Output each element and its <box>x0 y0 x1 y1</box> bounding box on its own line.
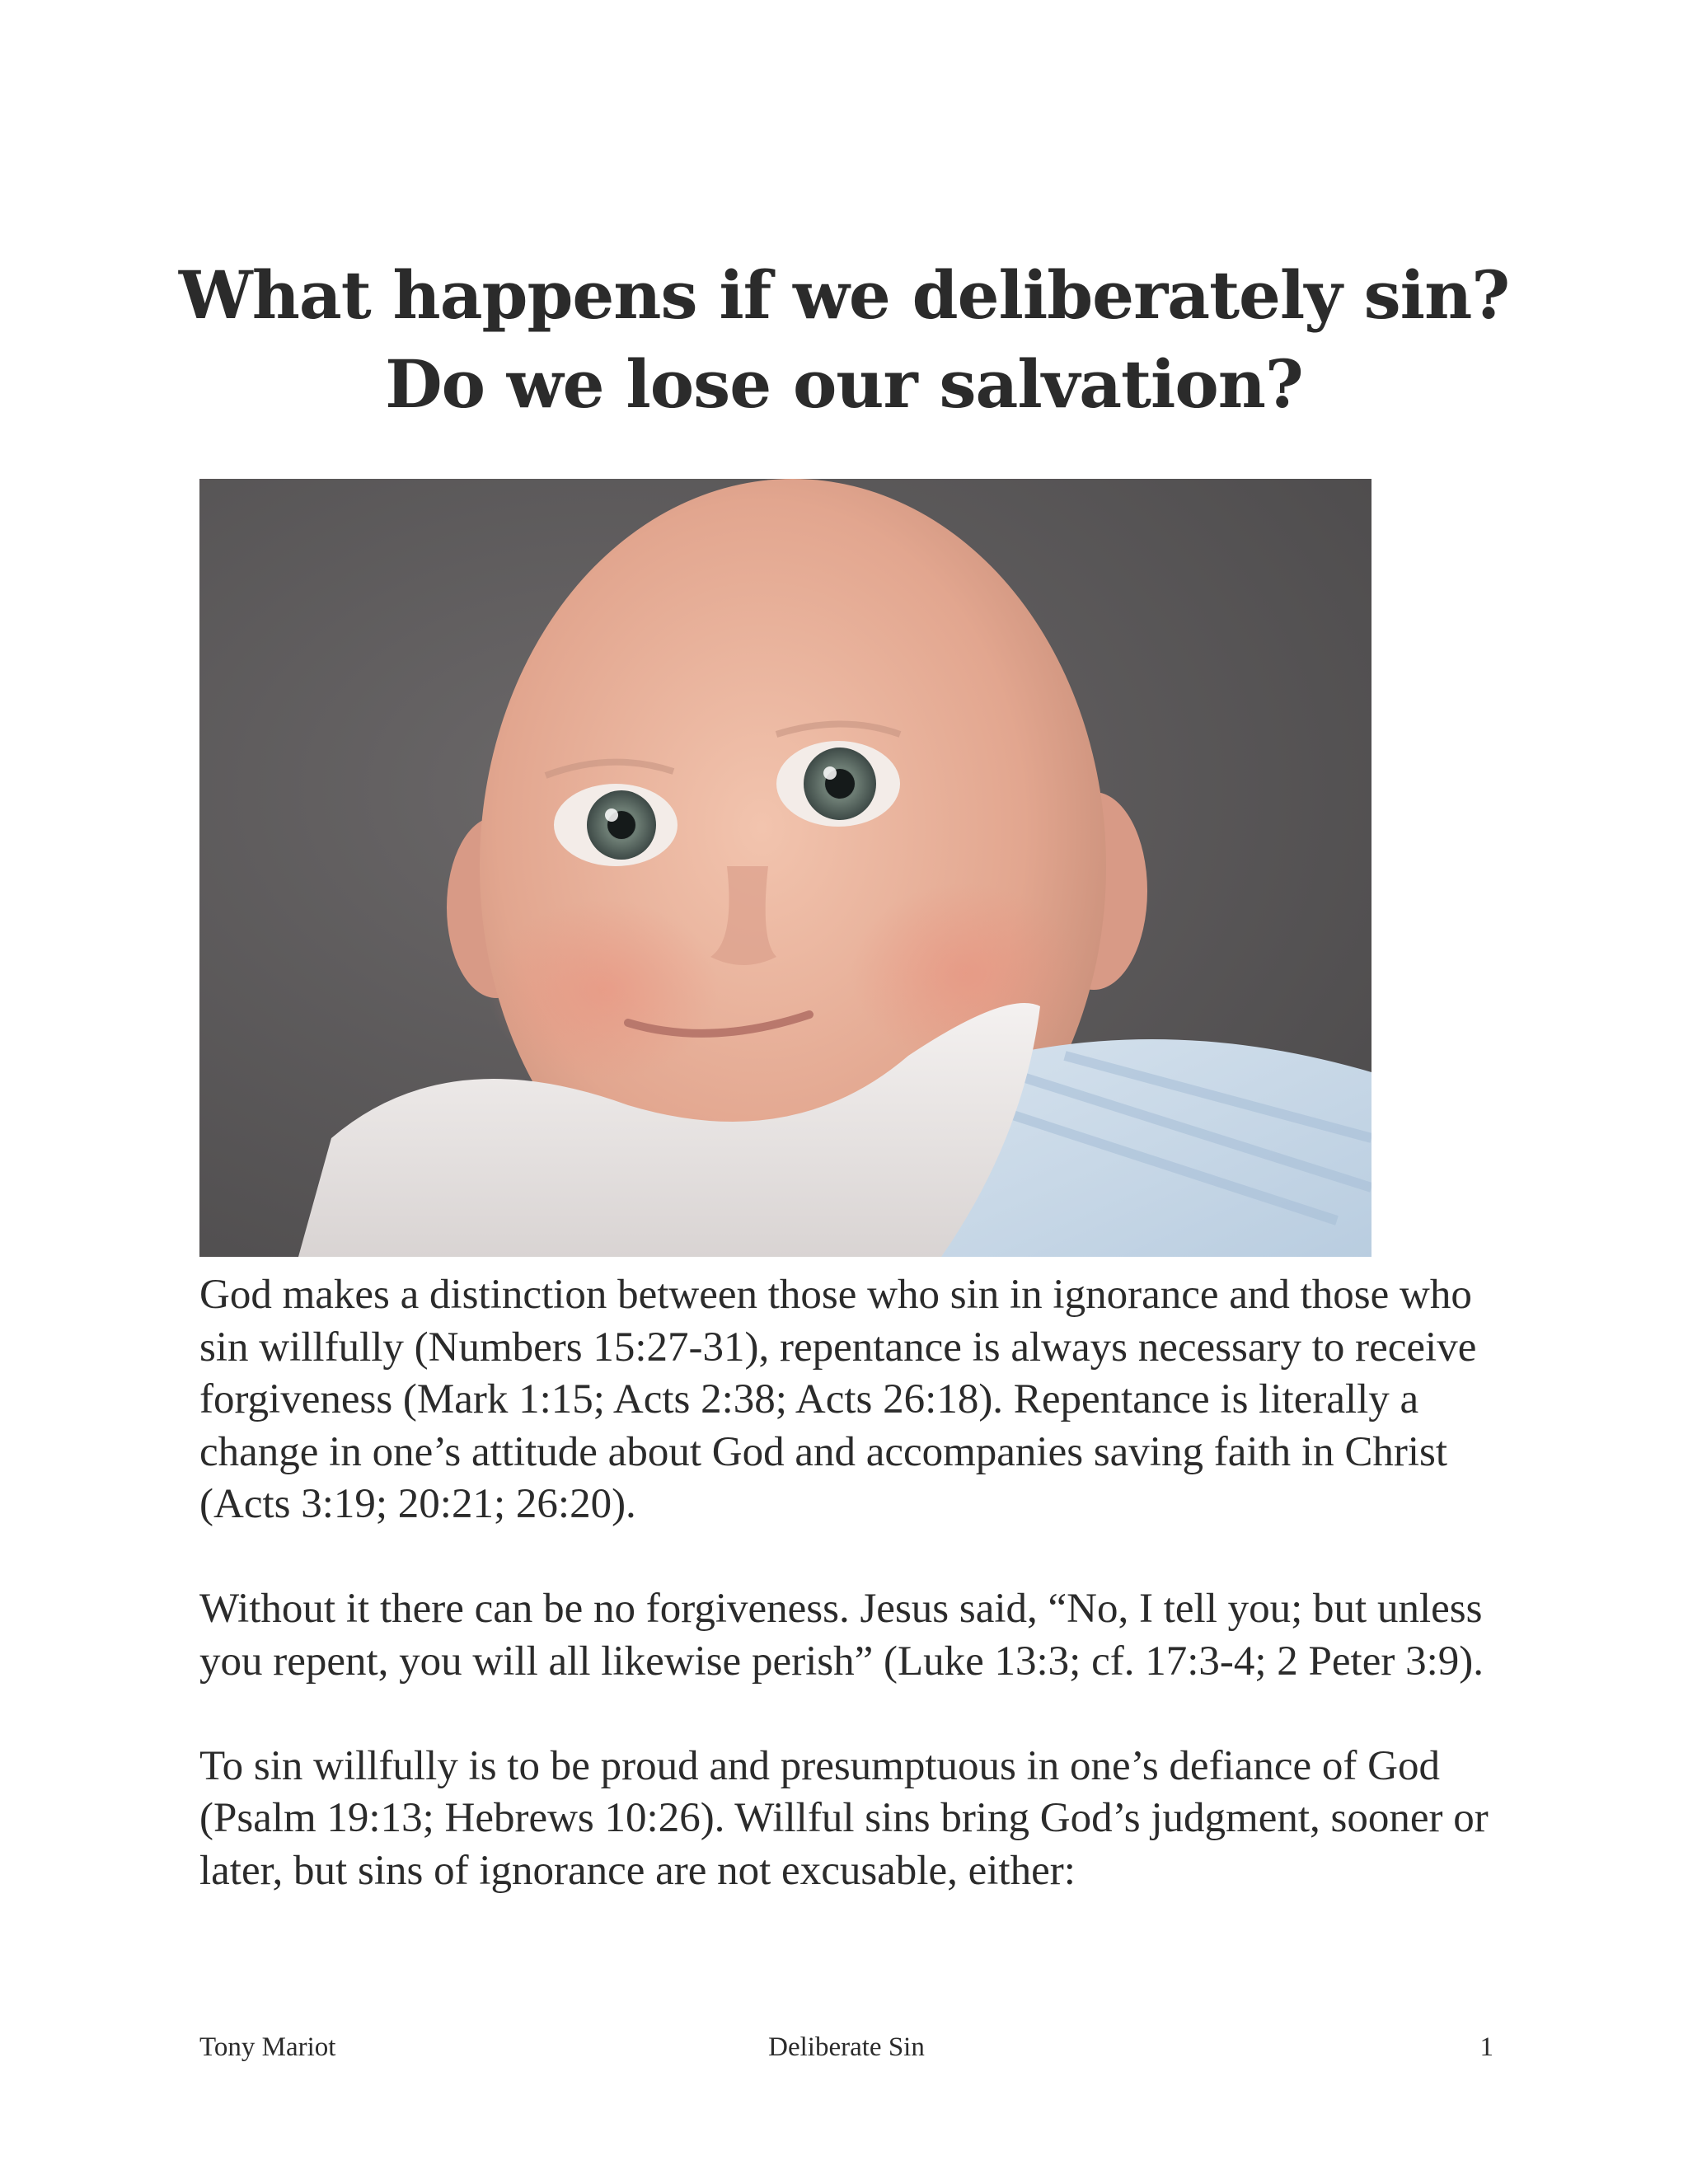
footer-page-number: 1 <box>1479 2032 1493 2062</box>
paragraph-1: God makes a distinction between those who sin in ignorance and those who sin willfully (Numbers 15:27-31), repentance is always necessary to receive forgiveness (Mark 1:15; Acts 2:38; Acts 26:18). Repentance is literally a change in one’s attitude about God and accompanies saving faith in Christ (Acts 3:19; 20:21; 26:20). <box>199 1272 1477 1527</box>
baby-photo-illustration <box>199 479 1372 1257</box>
paragraph-3: To sin willfully is to be proud and presumptuous in one’s defiance of God (Psalm 19:13; Hebrews 10:26). Willful sins bring God’s judgment, sooner or later, but sins of ignorance are not excusable, either: <box>199 1742 1489 1894</box>
page-title <box>0 251 1688 429</box>
title-line-1: What happens if we deliberately sin? <box>178 255 1510 334</box>
title-line-2: Do we lose our salvation? <box>385 344 1303 423</box>
baby-photo <box>199 479 1372 1257</box>
paragraph-2: Without it there can be no forgiveness. Jesus said, “No, I tell you; but unless you repent, you will all likewise perish” (Luke 13:3; cf. 17:3-4; 2 Peter 3:9). <box>199 1586 1484 1685</box>
page-footer <box>199 2032 1493 2065</box>
footer-doc-title: Deliberate Sin <box>768 2032 925 2062</box>
body-text <box>199 1269 1502 1950</box>
footer-author: Tony Mariot <box>199 2032 336 2062</box>
